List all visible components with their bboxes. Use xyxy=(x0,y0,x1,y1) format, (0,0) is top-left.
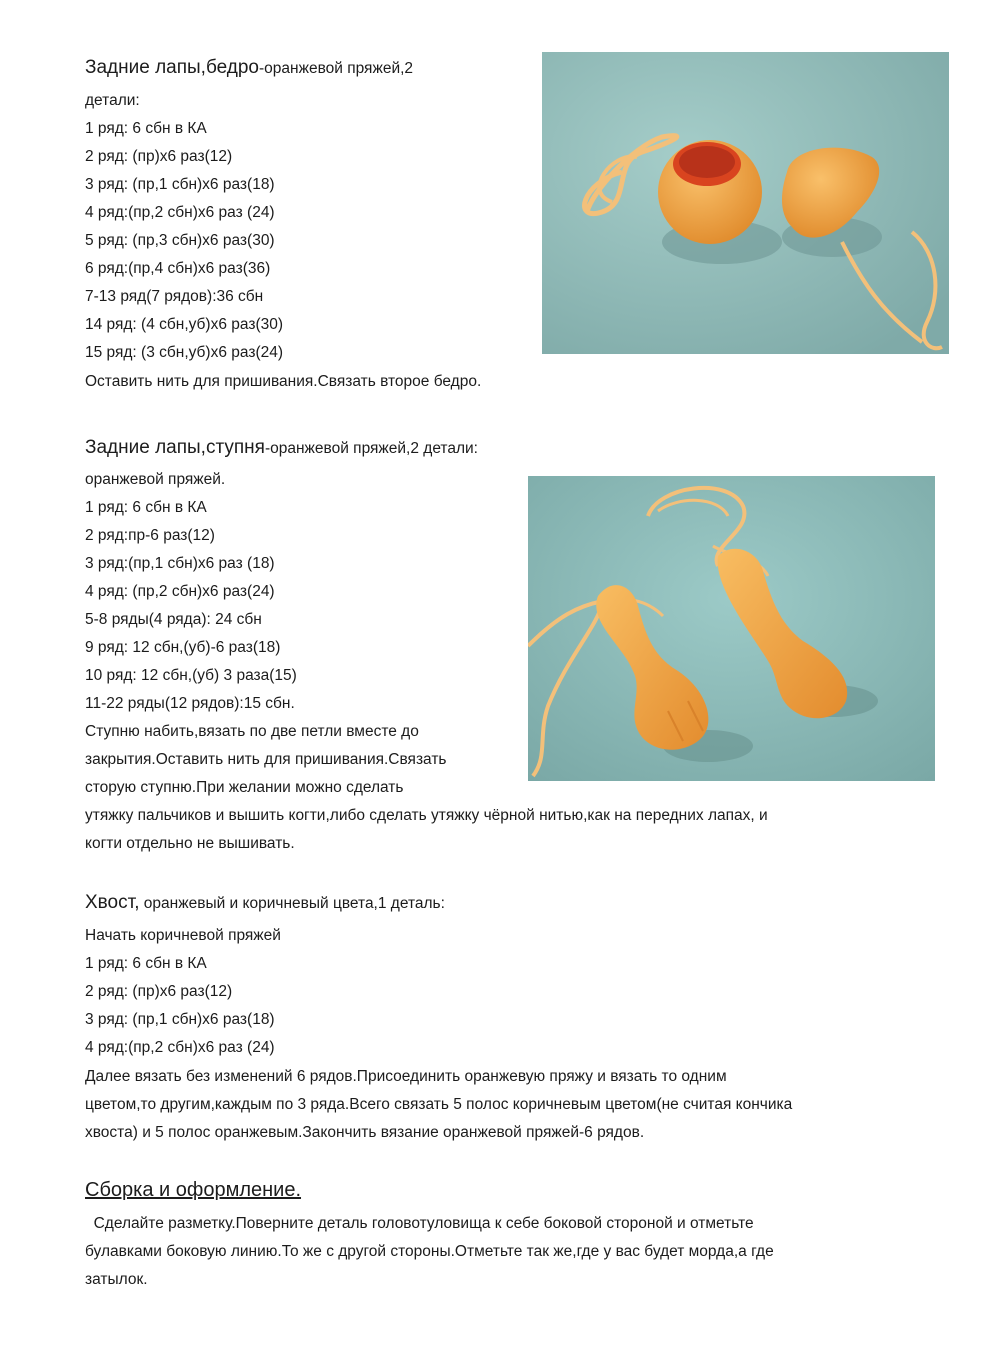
section-foot-title-suffix: -оранжевой пряжей,2 детали: xyxy=(264,440,478,457)
section-thigh-title-suffix: -оранжевой пряжей,2 xyxy=(259,60,414,77)
text-line: 3 ряд: (пр,1 сбн)х6 раз(18) xyxy=(85,176,275,193)
text-line: булавками боковую линию.То же с другой стороны.Отметьте так же,где у вас будет морда,а где xyxy=(85,1243,774,1260)
text-line: утяжку пальчиков и вышить когти,либо сделать утяжку чёрной нитью,как на передних лапах, и xyxy=(85,807,768,824)
text-line: Оставить нить для пришивания.Связать второе бедро. xyxy=(85,373,482,390)
text-line: 4 ряд:(пр,2 сбн)х6 раз (24) xyxy=(85,1039,275,1056)
text-line: 2 ряд: (пр)х6 раз(12) xyxy=(85,983,233,1000)
text-line: оранжевой пряжей. xyxy=(85,471,226,488)
text-line: 1 ряд: 6 сбн в КА xyxy=(85,499,207,516)
text-line: 3 ряд:(пр,1 сбн)х6 раз (18) xyxy=(85,555,275,572)
section-thigh-title: Задние лапы,бедро xyxy=(85,57,259,78)
text-line: цветом,то другим,каждым по 3 ряда.Всего связать 5 полос коричневым цветом(не считая кончика xyxy=(85,1096,793,1113)
text-line: детали: xyxy=(85,92,140,109)
text-line: 9 ряд: 12 сбн,(уб)-6 раз(18) xyxy=(85,639,281,656)
text-line: 7-13 ряд(7 рядов):36 сбн xyxy=(85,288,264,305)
foot-pieces-photo xyxy=(528,476,935,781)
text-line: 2 ряд:пр-6 раз(12) xyxy=(85,527,215,544)
text-line: 1 ряд: 6 сбн в КА xyxy=(85,955,207,972)
section-tail-heading xyxy=(85,893,445,914)
section-thigh-heading xyxy=(85,58,413,79)
text-line: сторую ступню.При желании можно сделать xyxy=(85,779,404,796)
text-line: 10 ряд: 12 сбн,(уб) 3 раза(15) xyxy=(85,667,297,684)
section-assembly-title: Сборка и оформление. xyxy=(85,1179,302,1201)
text-line: 1 ряд: 6 сбн в КА xyxy=(85,120,207,137)
text-line: 5-8 ряды(4 ряда): 24 сбн xyxy=(85,611,262,628)
section-tail-title-suffix: оранжевый и коричневый цвета,1 деталь: xyxy=(139,895,445,912)
text-line: когти отдельно не вышивать. xyxy=(85,835,295,852)
text-line: закрытия.Оставить нить для пришивания.Связать xyxy=(85,751,447,768)
thigh-pieces-photo xyxy=(542,52,949,354)
text-line: 4 ряд: (пр,2 сбн)х6 раз(24) xyxy=(85,583,275,600)
text-line: 2 ряд: (пр)х6 раз(12) xyxy=(85,148,233,165)
text-line: 4 ряд:(пр,2 сбн)х6 раз (24) xyxy=(85,204,275,221)
text-line: 15 ряд: (3 сбн,уб)х6 раз(24) xyxy=(85,344,284,361)
text-line: Ступню набить,вязать по две петли вместе до xyxy=(85,723,419,740)
text-line: Сделайте разметку.Поверните деталь головотуловища к себе боковой стороной и отметьте xyxy=(85,1215,754,1232)
section-foot-heading xyxy=(85,438,478,459)
text-line: хвоста) и 5 полос оранжевым.Закончить вязание оранжевой пряжей-6 рядов. xyxy=(85,1124,645,1141)
text-line: 11-22 ряды(12 рядов):15 сбн. xyxy=(85,695,295,712)
text-line: Далее вязать без изменений 6 рядов.Присоединить оранжевую пряжу и вязать то одним xyxy=(85,1068,727,1085)
text-line: 3 ряд: (пр,1 сбн)х6 раз(18) xyxy=(85,1011,275,1028)
section-tail-title: Хвост, xyxy=(85,892,140,913)
section-foot-title: Задние лапы,ступня xyxy=(85,437,265,458)
text-line: Начать коричневой пряжей xyxy=(85,927,281,944)
text-line: затылок. xyxy=(85,1271,148,1288)
text-line: 6 ряд:(пр,4 сбн)х6 раз(36) xyxy=(85,260,271,277)
text-line: 5 ряд: (пр,3 сбн)х6 раз(30) xyxy=(85,232,275,249)
text-line: 14 ряд: (4 сбн,уб)х6 раз(30) xyxy=(85,316,284,333)
